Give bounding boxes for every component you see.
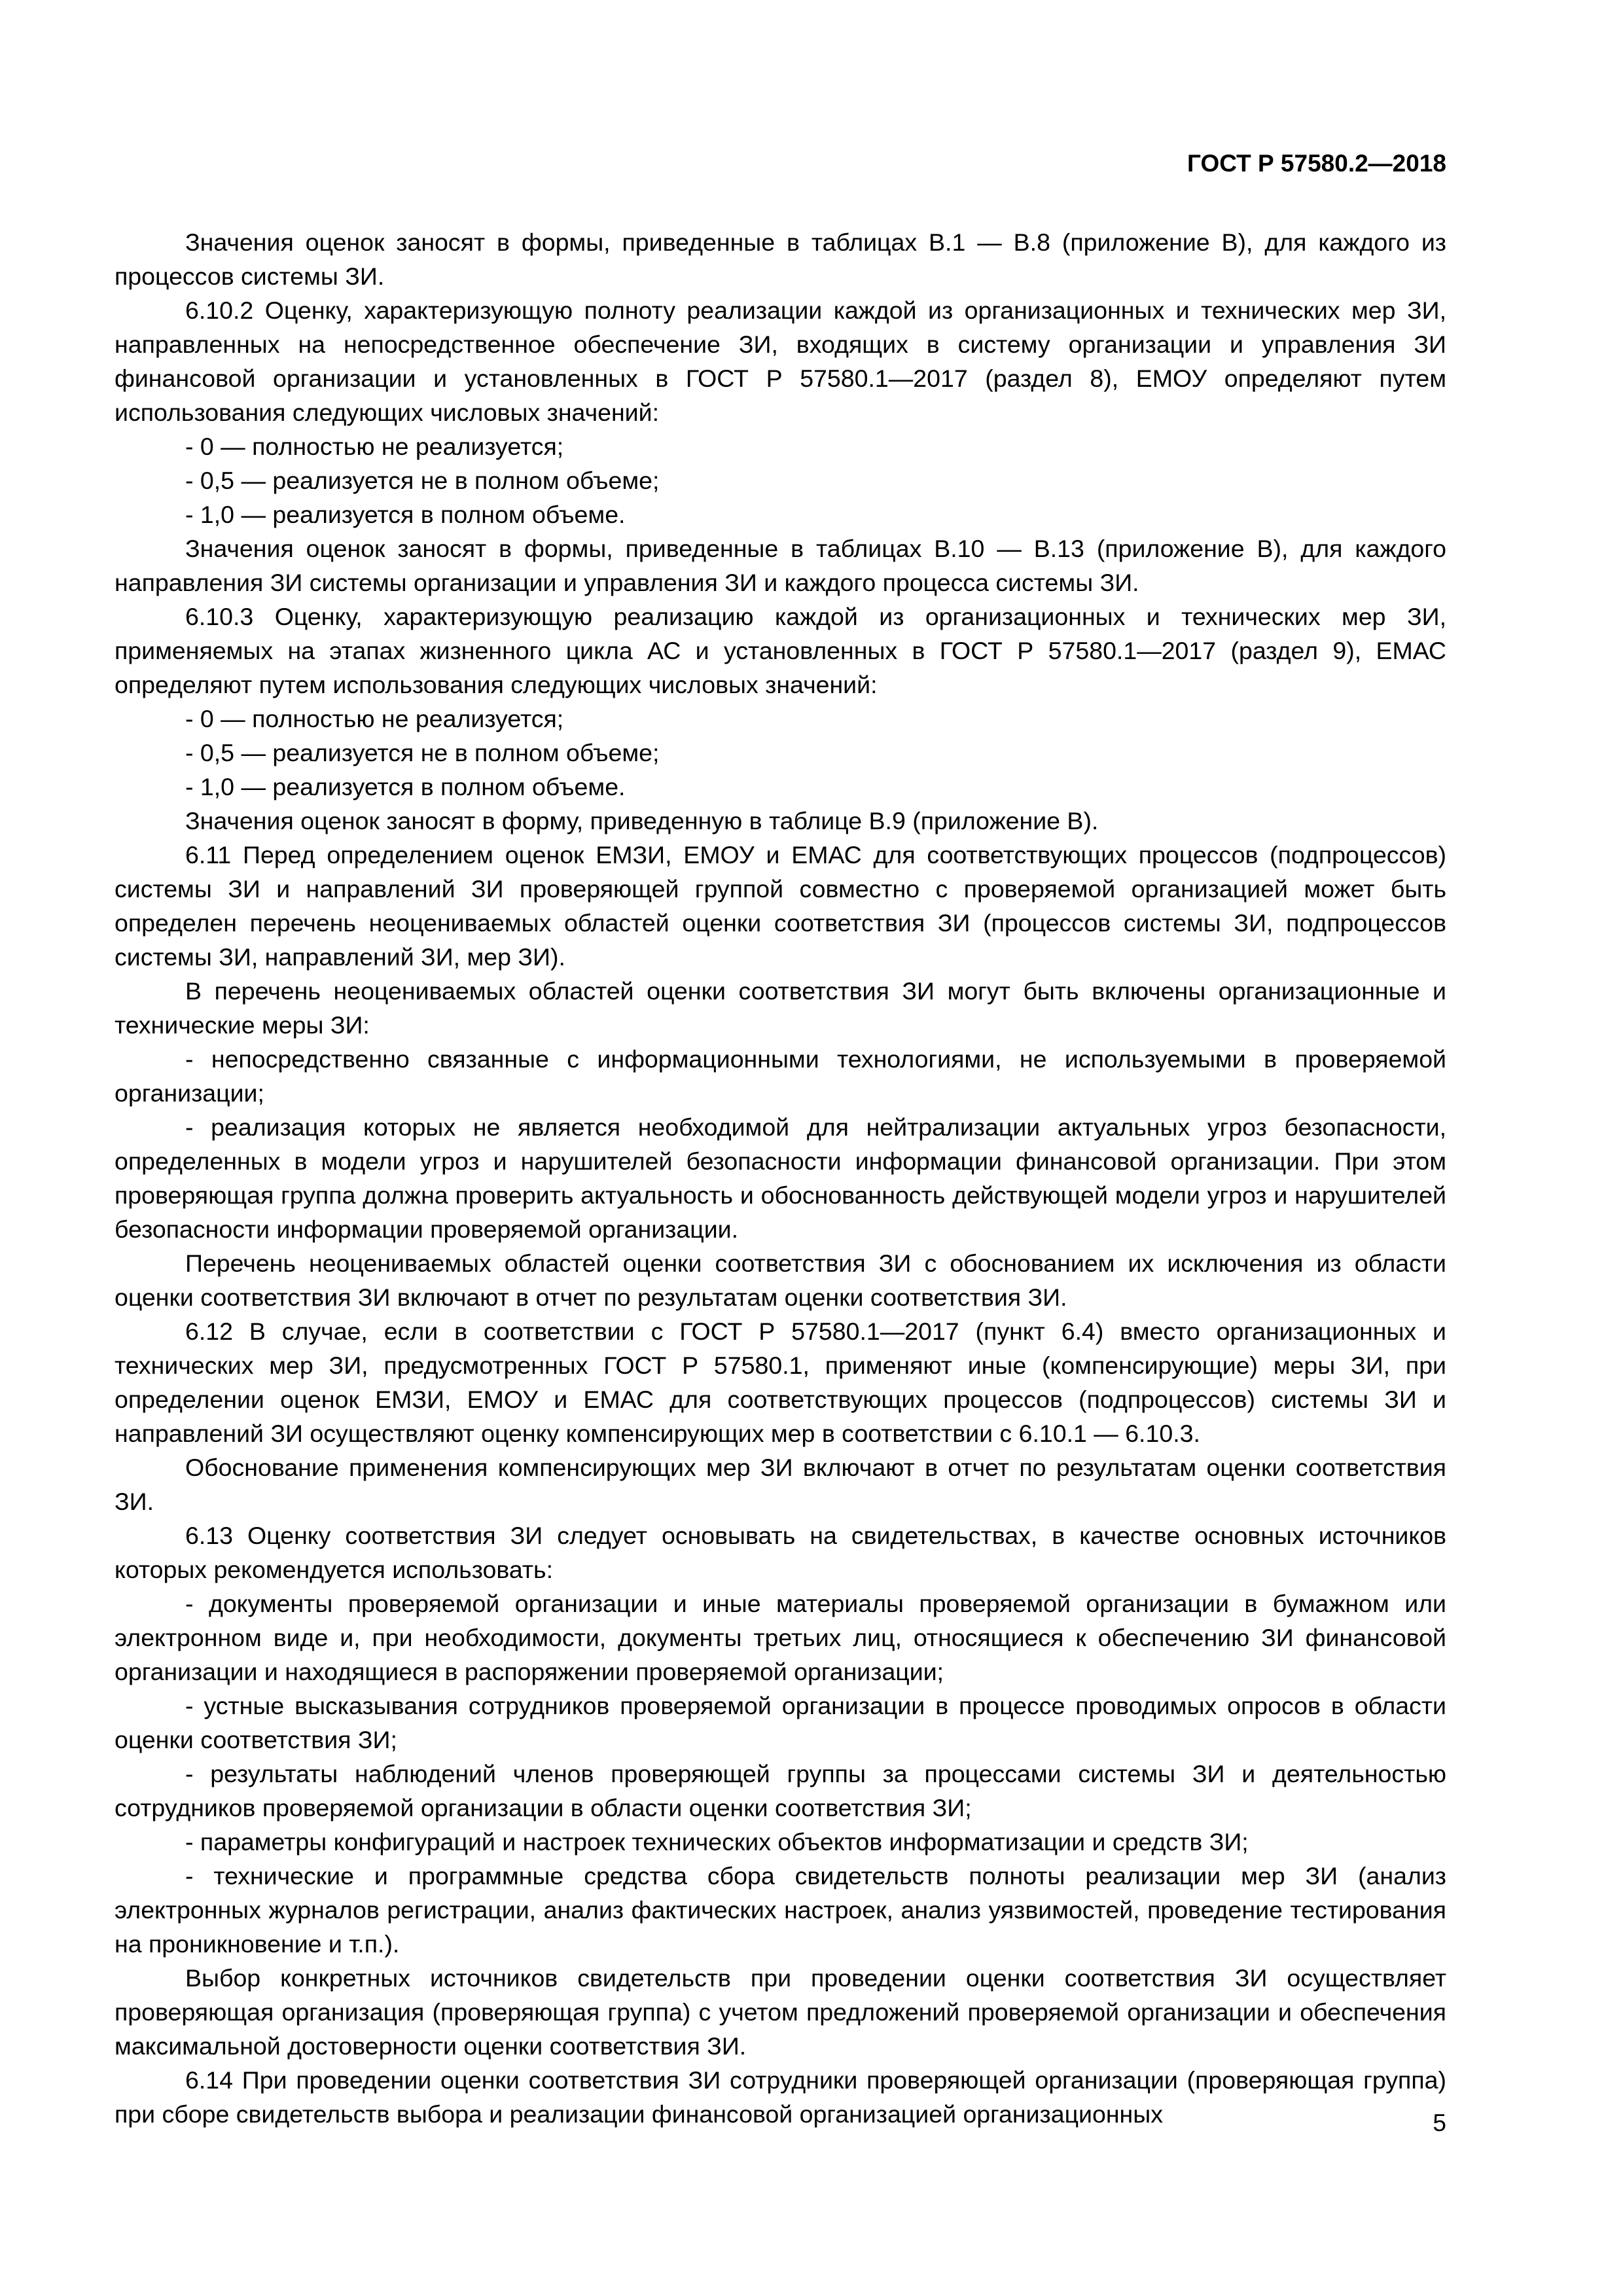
- paragraph: 6.10.3 Оценку, характеризующую реализацию каждой из организационных и технических мер ЗИ, применяемых на этапах жизненного цикла АС и установленных в ГОСТ Р 57580.1—2017 (раздел 9), EМАС определяют путем использования следующих числовых значений:: [115, 603, 1446, 698]
- list-item: - устные высказывания сотрудников проверяемой организации в процессе проводимых опросов в области оценки соответствия ЗИ;: [115, 1692, 1446, 1753]
- page-number: 5: [1433, 2109, 1446, 2136]
- paragraph: Перечень неоцениваемых областей оценки соответствия ЗИ с обоснованием их исключения из области оценки соответствия ЗИ включают в отчет по результатам оценки соответствия ЗИ.: [115, 1249, 1446, 1311]
- paragraph: Значения оценок заносят в форму, приведенную в таблице В.9 (приложение В).: [185, 807, 1099, 834]
- list-item: - результаты наблюдений членов проверяющей группы за процессами системы ЗИ и деятельностью сотрудников проверяемой организации в области оценки соответствия ЗИ;: [115, 1760, 1446, 1821]
- paragraph: Обоснование применения компенсирующих мер ЗИ включают в отчет по результатам оценки соответствия ЗИ.: [115, 1454, 1446, 1515]
- paragraph: 6.10.2 Оценку, характеризующую полноту реализации каждой из организационных и технических мер ЗИ, направленных на непосредственное обеспечение ЗИ, входящих в систему организации и управления ЗИ финансовой организации и установленных в ГОСТ Р 57580.1—2017 (раздел 8), EМОУ определяют путем использования следующих числовых значений:: [115, 296, 1446, 426]
- list-item: - 0,5 — реализуется не в полном объеме;: [185, 739, 660, 766]
- standard-code-header: ГОСТ Р 57580.2—2018: [1187, 150, 1446, 177]
- paragraph: Выбор конкретных источников свидетельств при проведении оценки соответствия ЗИ осуществляет проверяющая организация (проверяющая группа) с учетом предложений проверяемой организации и обеспечения максимальной достоверности оценки соответствия ЗИ.: [115, 1964, 1446, 2060]
- list-item: - 1,0 — реализуется в полном объеме.: [185, 501, 626, 528]
- list-item: - 0,5 — реализуется не в полном объеме;: [185, 467, 660, 494]
- paragraph: В перечень неоцениваемых областей оценки соответствия ЗИ могут быть включены организационные и технические меры ЗИ:: [115, 977, 1446, 1039]
- paragraph: 6.11 Перед определением оценок EМЗИ, EМОУ и EМАС для соответствующих процессов (подпроцессов) системы ЗИ и направлений ЗИ проверяющей группой совместно с проверяемой организацией может быть определен перечень неоцениваемых областей оценки соответствия ЗИ (процессов системы ЗИ, подпроцессов системы ЗИ, направлений ЗИ, мер ЗИ).: [115, 841, 1446, 971]
- list-item: - реализация которых не является необходимой для нейтрализации актуальных угроз безопасности, определенных в модели угроз и нарушителей безопасности информации финансовой организации. При этом проверяющая группа должна проверить актуальность и обоснованность действующей модели угроз и нарушителей безопасности информации проверяемой организации.: [115, 1113, 1446, 1243]
- paragraph: Значения оценок заносят в формы, приведенные в таблицах В.1 — В.8 (приложение В), для каждого из процессов системы ЗИ.: [115, 228, 1446, 290]
- list-item: - 0 — полностью не реализуется;: [185, 433, 564, 460]
- list-item: - параметры конфигураций и настроек технических объектов информатизации и средств ЗИ;: [185, 1828, 1249, 1856]
- list-item: - технические и программные средства сбора свидетельств полноты реализации мер ЗИ (анализ электронных журналов регистрации, анализ фактических настроек, анализ уязвимостей, проведение тестирования на проникновение и т.п.).: [115, 1862, 1446, 1958]
- list-item: - 1,0 — реализуется в полном объеме.: [185, 773, 626, 800]
- list-item: - 0 — полностью не реализуется;: [185, 705, 564, 732]
- list-item: - непосредственно связанные с информационными технологиями, не используемыми в проверяемой организации;: [115, 1045, 1446, 1107]
- paragraph: 6.13 Оценку соответствия ЗИ следует основывать на свидетельствах, в качестве основных источников которых рекомендуется использовать:: [115, 1522, 1446, 1583]
- paragraph: 6.12 В случае, если в соответствии с ГОСТ Р 57580.1—2017 (пункт 6.4) вместо организационных и технических мер ЗИ, предусмотренных ГОСТ Р 57580.1, применяют иные (компенсирующие) меры ЗИ, при определении оценок EМЗИ, EМОУ и EМАС для соответствующих процессов (подпроцессов) системы ЗИ и направлений ЗИ осуществляют оценку компенсирующих мер в соответствии с 6.10.1 — 6.10.3.: [115, 1318, 1446, 1447]
- paragraph: 6.14 При проведении оценки соответствия ЗИ сотрудники проверяющей организации (проверяющая группа) при сборе свидетельств выбора и реализации финансовой организацией организационных: [115, 2066, 1446, 2128]
- paragraph: Значения оценок заносят в формы, приведенные в таблицах В.10 — В.13 (приложение В), для каждого направления ЗИ системы организации и управления ЗИ и каждого процесса системы ЗИ.: [115, 535, 1446, 596]
- list-item: - документы проверяемой организации и иные материалы проверяемой организации в бумажном или электронном виде и, при необходимости, документы третьих лиц, относящиеся к обеспечению ЗИ финансовой организации и находящиеся в распоряжении проверяемой организации;: [115, 1590, 1446, 1685]
- body-text: [115, 225, 1446, 2131]
